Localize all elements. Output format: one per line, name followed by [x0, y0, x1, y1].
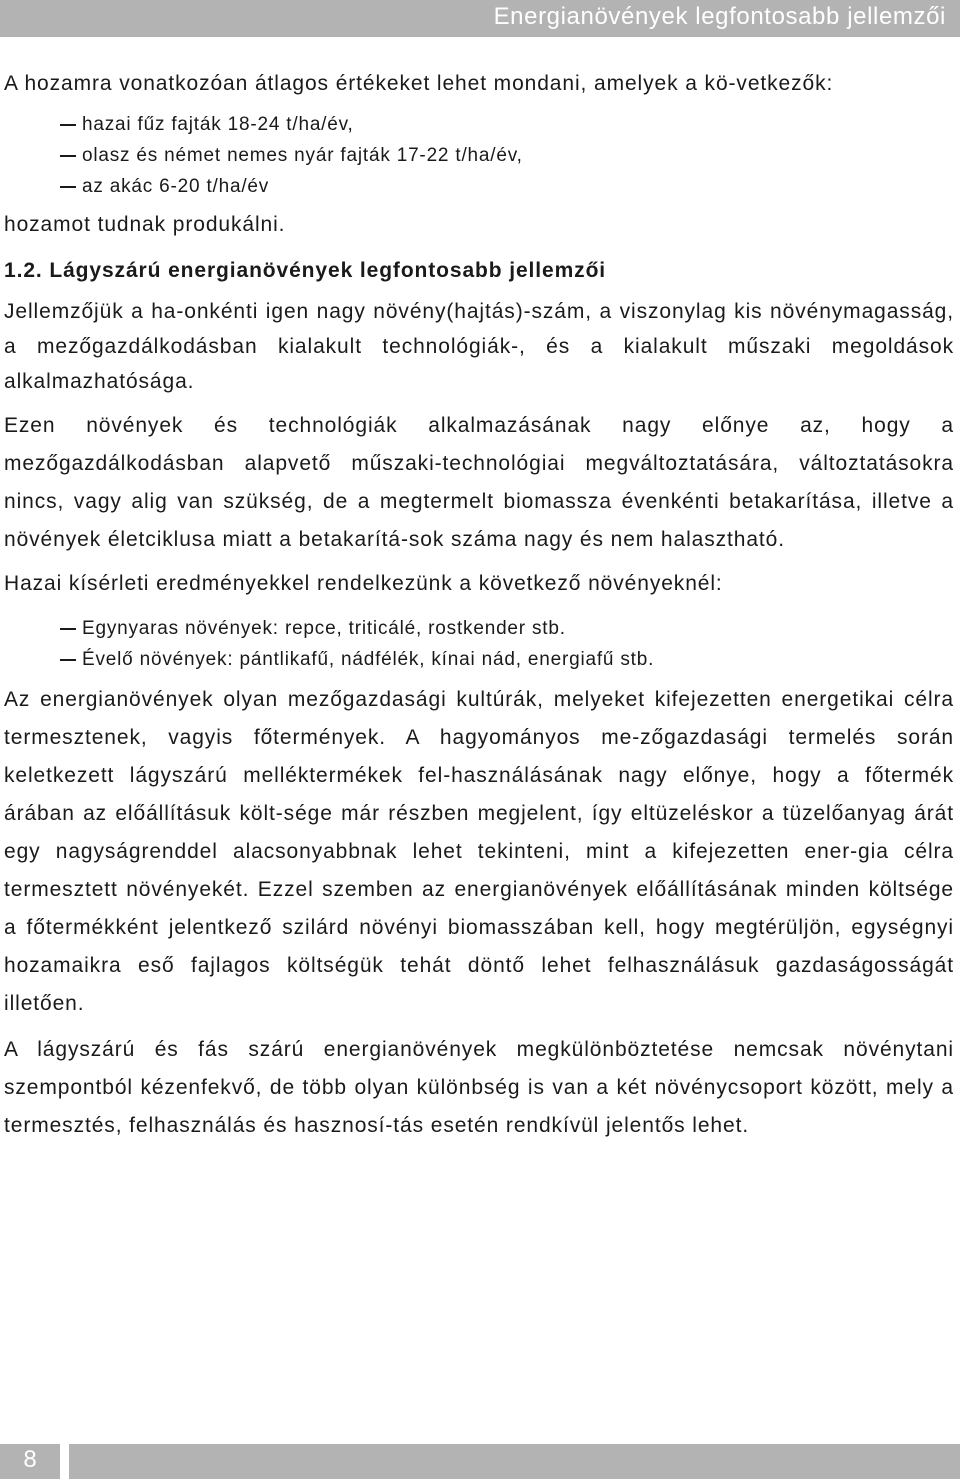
yield-list [4, 109, 954, 202]
page-number: 8 [23, 1446, 37, 1473]
paragraph-advantages: Ezen növények és technológiák alkalmazásának nagy előnye az, hogy a mezőgazdálkodásban alapvető műszaki-technológiai megváltoztatására, változtatásokra nincs, vagy alig van szükség, de a megtermelt biomassza évenkénti betakarítása, illetve a növények életciklusa miatt a betakarítá-sok száma nagy és nem halasztható. [4, 414, 954, 551]
paragraph-experiments: Hazai kísérleti eredményekkel rendelkezünk a következő növényeknél: [4, 572, 723, 595]
list-item: olasz és német nemes nyár fajták 17-22 t/ha/év, [82, 140, 954, 171]
section-heading: 1.2. Lágyszárú energianövények legfontosabb jellemzői [4, 259, 607, 282]
list-item: az akác 6-20 t/ha/év [82, 171, 954, 202]
page-header [0, 0, 960, 37]
paragraph-energy-crops: Az energianövények olyan mezőgazdasági kultúrák, melyeket kifejezetten energetikai célra termesztenek, vagyis főtermények. A hagyományos me-zőgazdasági termelés során keletkezett lágyszárú melléktermékek fel-használásának nagy előnye, hogy a főtermék árában az előállításuk költ-sége már részben megjelent, így eltüzeléskor a tüzelőanyag árát egy nagyságrenddel alacsonyabbnak lehet tekinteni, mint a kifejezetten ener-gia célra termesztett növényekét. Ezzel szemben az energianövények előállításának minden költsége a főtermékként jelentkező szilárd növényi biomasszában kell, hogy megtérüljön, egységnyi hozamaikra eső fajlagos költségük tehát döntő lehet felhasználásuk gazdaságosságát illetően. [4, 688, 954, 1015]
list-item: Egynyaras növények: repce, triticálé, rostkender stb. [82, 613, 954, 644]
paragraph-distinction: A lágyszárú és fás szárú energianövények megkülönböztetése nemcsak növénytani szempontból kézenfekvő, de több olyan különbség is van a két növénycsoport között, mely a termesztés, felhasználás és hasznosí-tás esetén rendkívül jelentős lehet. [4, 1038, 954, 1137]
footer-bar [69, 1444, 960, 1479]
plant-list [4, 613, 954, 675]
list-continuation: hozamot tudnak produkálni. [4, 213, 286, 236]
intro-paragraph: A hozamra vonatkozóan átlagos értékeket lehet mondani, amelyek a kö-vetkezők: [4, 72, 834, 95]
list-item: Évelő növények: pántlikafű, nádfélék, kínai nád, energiafű stb. [82, 644, 954, 675]
list-item: hazai fűz fajták 18-24 t/ha/év, [82, 109, 954, 140]
paragraph-characteristics: Jellemzőjük a ha-onkénti igen nagy növény(hajtás)-szám, a viszonylag kis növénymagasság, a mezőgazdálkodásban kialakult technológiák-, és a kialakult műszaki megoldások alkalmazhatósága. [4, 300, 954, 393]
page-body [4, 65, 954, 1145]
page-number-box [0, 1444, 60, 1479]
running-title: Energianövények legfontosabb jellemzői [493, 3, 946, 30]
